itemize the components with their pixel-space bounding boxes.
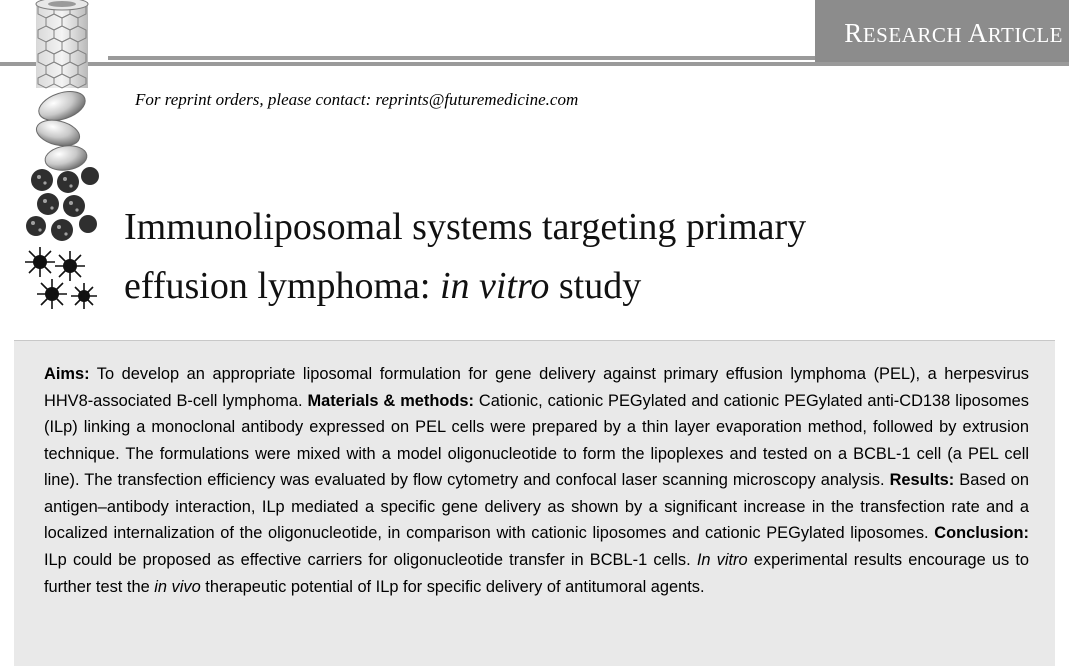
abstract-conclusion-text-c: therapeutic potential of ILp for specific delivery of antitumoral agents. [200, 577, 705, 596]
page-title-line-2 [124, 257, 1004, 316]
abstract-aims-text: To develop an appropriate liposomal formulation for gene delivery against primary effusion lymphoma (PEL), a herpesvirus HHV8-associated B-cell lymphoma. [44, 365, 1029, 410]
abstract-results-text: Based on antigen–antibody interaction, ILp mediated a specific gene delivery as shown by a significant increase in the transfection rate and a localized internalization of the oligonucleotide, in comparison with cationic liposomes and cationic PEGylated liposomes. [44, 471, 1029, 543]
page-title-line-2-post: study [549, 264, 642, 307]
page-title-line-2-italic: in vitro [439, 264, 550, 307]
banner-text-rticle: RTICLE [987, 23, 1063, 47]
abstract-methods-text: Cationic, cationic PEGylated and cationic PEGylated anti-CD138 liposomes (ILp) linking a monoclonal antibody expressed on PEL cells were prepared by a thin layer evaporation method, followed by extrusion technique. The formulations were mixed with a model oligonucleotide to form the lipoplexes and tested on a BCBL-1 cell (a PEL cell line). The transfection efficiency was evaluated by flow cytometry and confocal laser scanning microscopy analysis. [44, 391, 1029, 490]
banner-letter-a: A [967, 18, 988, 48]
research-article-label [844, 18, 1063, 49]
abstract-conclusion-text-a: ILp could be proposed as effective carriers for oligonucleotide transfer in BCBL-1 cells. [44, 551, 697, 570]
header-rule-upper [108, 56, 815, 60]
abstract-methods-label: Materials & methods: [307, 391, 474, 410]
nanotube-liposome-illustration [14, 0, 110, 322]
abstract-box [14, 340, 1055, 666]
abstract-results-label: Results: [889, 471, 955, 490]
page-title-line-2-pre: effusion lymphoma: [124, 264, 440, 307]
abstract-text [14, 341, 1055, 610]
abstract-conclusion-italic-b: in vivo [154, 577, 201, 596]
reprint-contact-line: For reprint orders, please contact: reprints@futuremedicine.com [135, 90, 579, 109]
abstract-conclusion-italic-a: In vitro [696, 551, 748, 570]
header-rule-lower [0, 62, 1069, 66]
page-title [124, 198, 1004, 316]
page-title-line-1: Immunoliposomal systems targeting primary [124, 206, 807, 248]
abstract-aims-label: Aims: [44, 365, 90, 383]
abstract-conclusion-label: Conclusion: [934, 524, 1029, 543]
abstract-conclusion-text-b: experimental results encourage us to further test the [44, 551, 1029, 596]
research-article-banner [815, 0, 1069, 62]
banner-letter-r: R [844, 18, 863, 48]
banner-text-esearch: ESEARCH [862, 23, 962, 47]
